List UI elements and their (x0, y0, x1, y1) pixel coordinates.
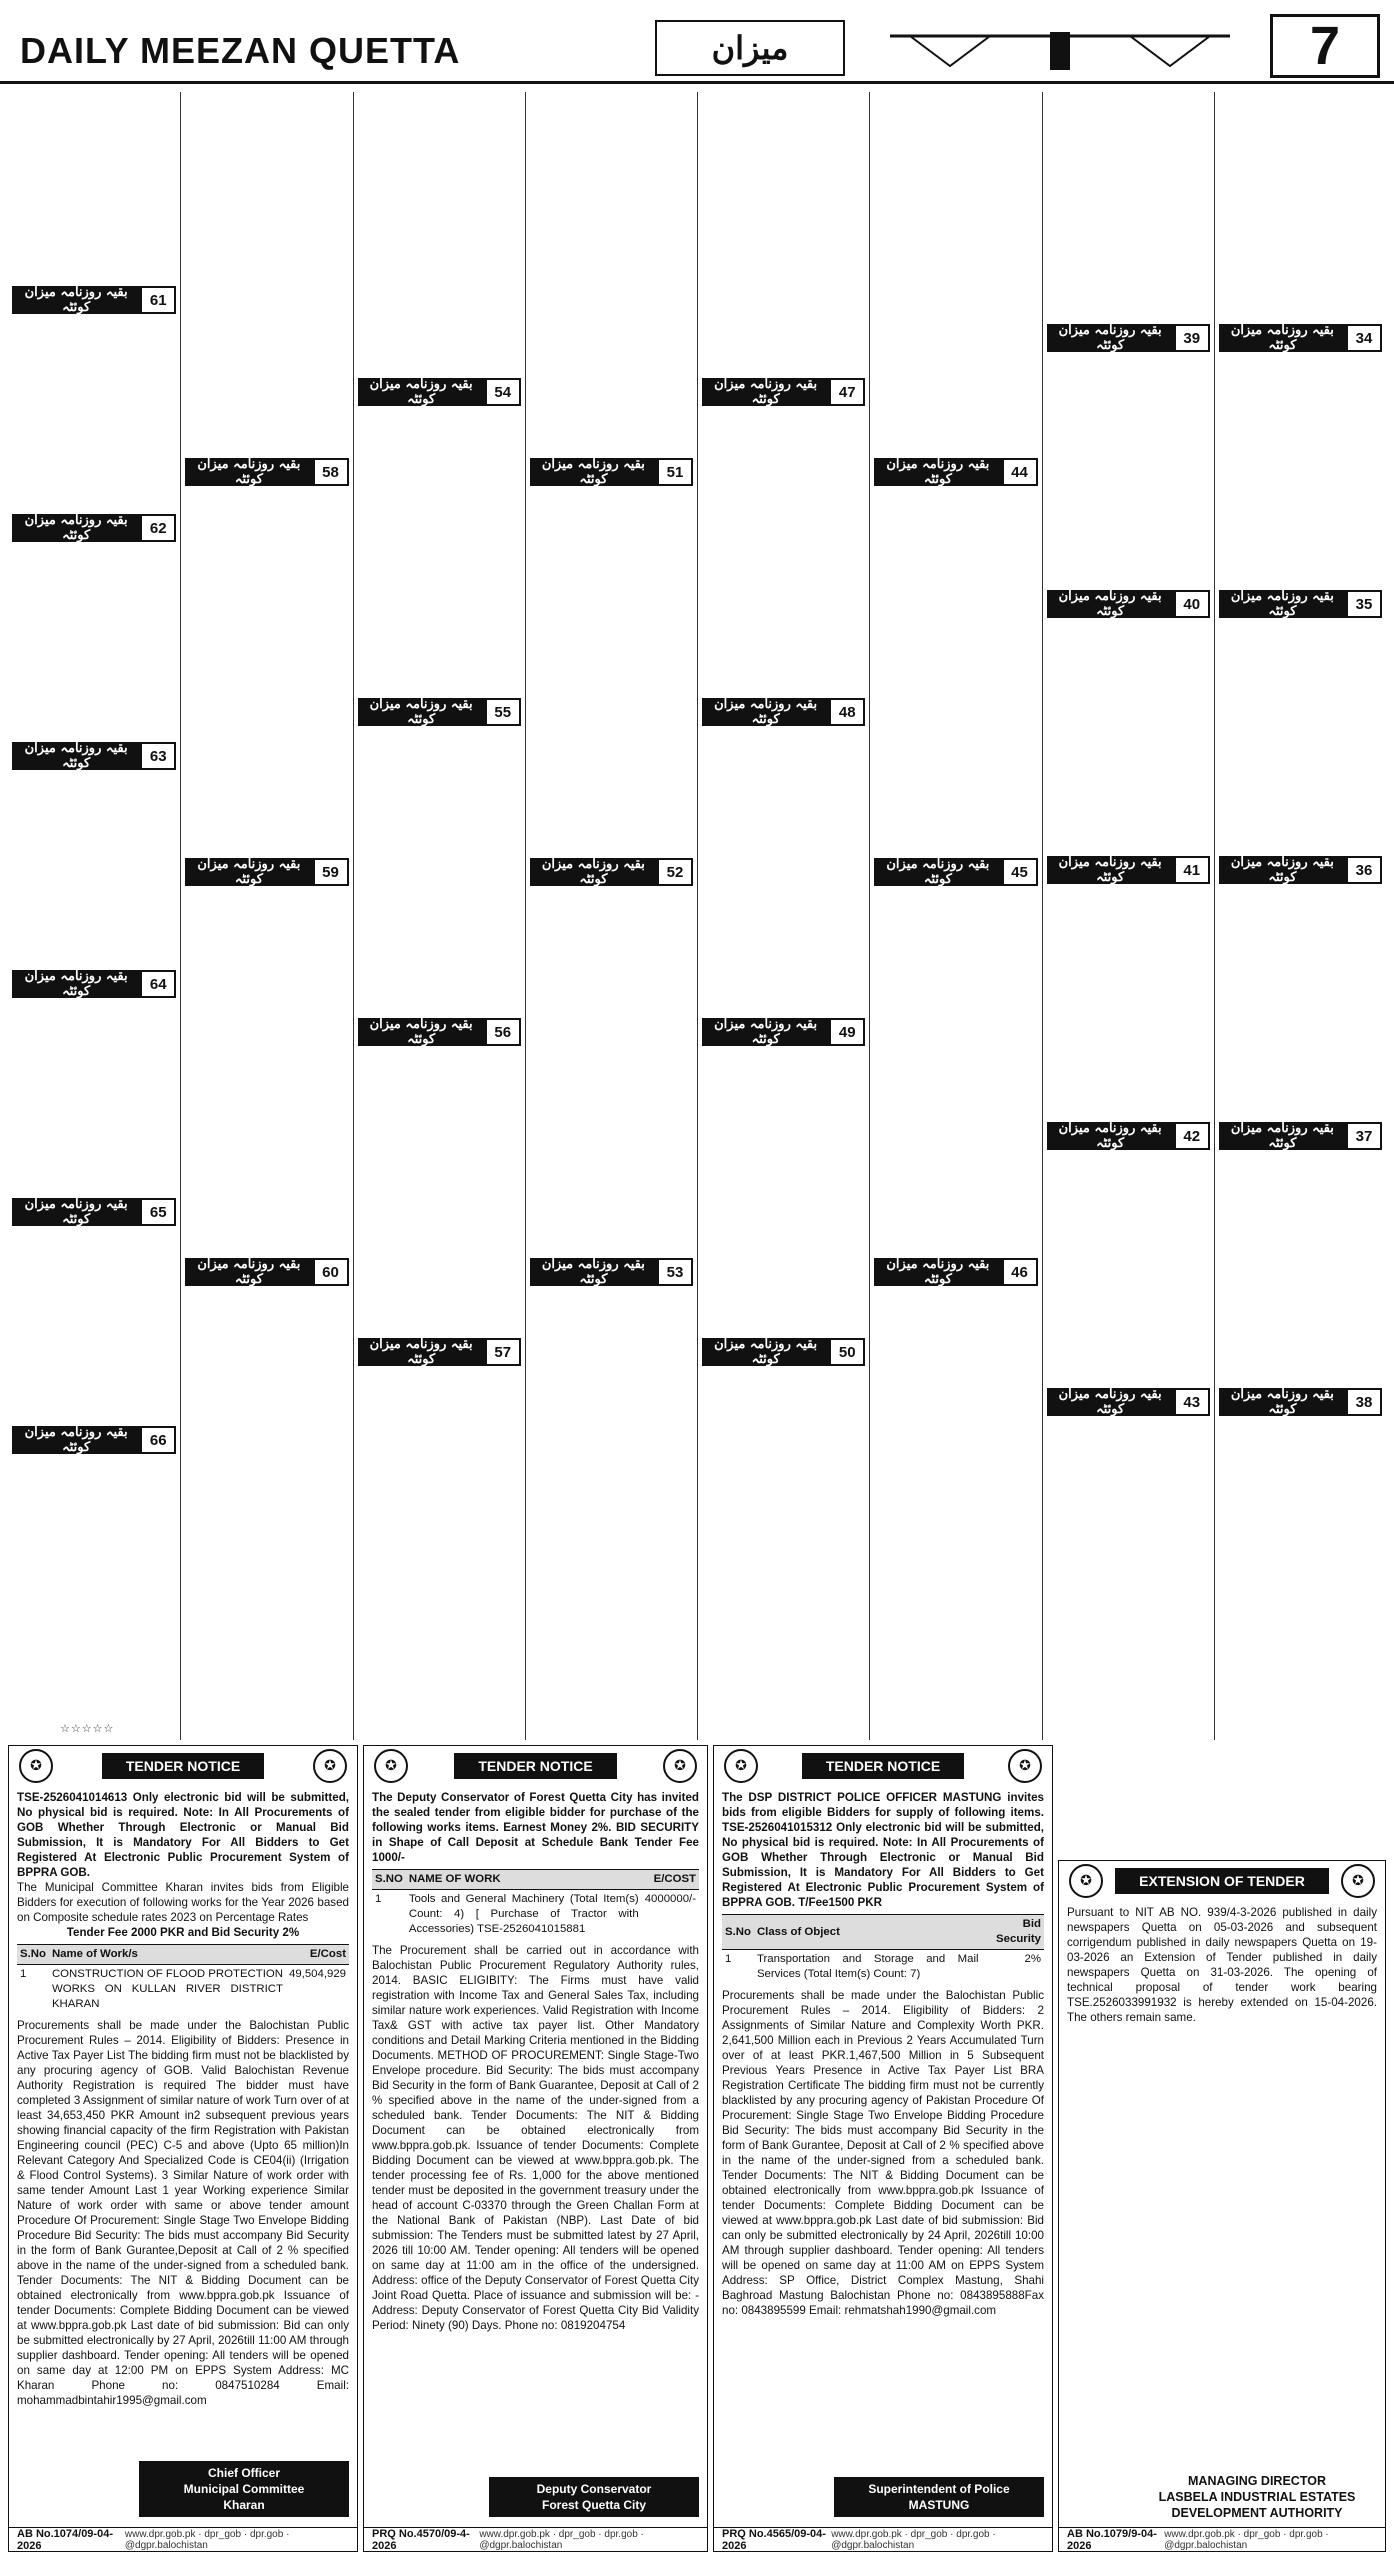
article-text (354, 92, 525, 372)
continuation-number: 53 (657, 1258, 693, 1286)
continuation-label: بقیہ روزنامہ میزان کوئٹہ (369, 697, 473, 727)
tender-notice-police (713, 1745, 1053, 2552)
continuation-label: بقیہ روزنامہ میزان کوئٹہ (24, 741, 128, 771)
table-header: Class of Object (754, 1915, 982, 1950)
continuation-box (702, 1338, 865, 1366)
government-seal-icon: ✪ (1341, 1864, 1375, 1898)
continuation-label: بقیہ روزنامہ میزان کوئٹہ (369, 1017, 473, 1047)
continuation-number: 43 (1174, 1388, 1210, 1416)
article-text (181, 892, 352, 1252)
continuation-number: 48 (829, 698, 865, 726)
continuation-box (12, 286, 176, 314)
ad-title: TENDER NOTICE (802, 1753, 964, 1779)
continuation-number: 65 (140, 1198, 176, 1226)
continuation-box (702, 1018, 865, 1046)
continuation-box (358, 378, 521, 406)
ad-title: TENDER NOTICE (102, 1753, 264, 1779)
text-column (525, 92, 697, 1740)
continuation-box (1219, 1388, 1382, 1416)
masthead (0, 0, 1394, 84)
continuation-box (358, 698, 521, 726)
article-text (1215, 1156, 1386, 1382)
table-cell: 1 (375, 1893, 382, 1905)
text-column (1214, 92, 1386, 1740)
article-text (870, 492, 1041, 852)
article-text (8, 1232, 180, 1420)
continuation-number: 44 (1002, 458, 1038, 486)
ad-signature: Superintendent of Police MASTUNG (834, 2477, 1044, 2517)
continuation-number: 54 (485, 378, 521, 406)
works-table (372, 1869, 699, 1939)
government-seal-icon: ✪ (374, 1749, 408, 1783)
article-text (526, 492, 697, 852)
continuation-label: بقیہ روزنامہ میزان کوئٹہ (714, 697, 818, 727)
article-text (526, 892, 697, 1252)
continuation-box (1219, 856, 1382, 884)
continuation-label: بقیہ روزنامہ میزان کوئٹہ (369, 377, 473, 407)
table-header: Bid Security (982, 1915, 1044, 1950)
continuation-label: بقیہ روزنامہ میزان کوئٹہ (714, 1337, 818, 1367)
continuation-box (1219, 1122, 1382, 1150)
article-text (698, 412, 869, 692)
ad-title: EXTENSION OF TENDER (1115, 1868, 1329, 1894)
ad-intro: The Deputy Conservator of Forest Quetta City has invited the sealed tender from eligible bidder for purchase of the following works items. Earnest Money 2%. BID SECURITY in Shape of Call Deposit at Schedule Bank Tender Fee 1000/- (372, 1791, 699, 1864)
continuation-box (1047, 324, 1210, 352)
ad-number: AB No.1079/9-04-2026 (1067, 2527, 1157, 2552)
continuation-number: 49 (829, 1018, 865, 1046)
continuation-number: 34 (1346, 324, 1382, 352)
article-text (354, 732, 525, 1012)
continuation-label: بقیہ روزنامہ میزان کوئٹہ (197, 457, 301, 487)
table-header: Name of Work/s (49, 1945, 286, 1965)
advertisements-row (8, 1745, 1386, 2552)
government-seal-icon: ✪ (1008, 1749, 1042, 1783)
continuation-label: بقیہ روزنامہ میزان کوئٹہ (714, 377, 818, 407)
article-text (698, 1372, 869, 1652)
continuation-box (185, 458, 348, 486)
continuation-box (185, 858, 348, 886)
continuation-number: 61 (140, 286, 176, 314)
table-cell: 1 (20, 1968, 27, 1980)
continuation-box (12, 514, 176, 542)
article-text (526, 1292, 697, 1652)
table-cell: 49,504,929 (288, 1968, 346, 1980)
article-text (181, 92, 352, 452)
continuation-box (1047, 1388, 1210, 1416)
government-seal-icon: ✪ (724, 1749, 758, 1783)
ad-lead: TSE-2526041014613 Only electronic bid will be submitted, No physical bid is required. Note: In All Procurements of GOB Whether Through Electronic or Manual Bid Submission, It is Mandatory For All Bidders to Get Registered At Electronic Public Procurement System of BPPRA GOB. (17, 1791, 349, 1879)
ad-lead: The DSP DISTRICT POLICE OFFICER MASTUNG invites bids from eligible Bidders for supply of following items. TSE-2526041015312 Only electronic bid will be submitted, No physical bid is required. Note: In All Procurements of GOB Whether Through Electronic or Manual Bid Submission, It is Mandatory For All Bidders to Get Registered At Electronic Public Procurement System of BPPRA GOB. T/Fee1500 PKR (722, 1791, 1044, 1909)
continuation-label: بقیہ روزنامہ میزان کوئٹہ (714, 1017, 818, 1047)
article-text (1215, 890, 1386, 1116)
continuation-box (874, 1258, 1037, 1286)
continuation-number: 66 (140, 1426, 176, 1454)
article-text (1043, 92, 1214, 318)
continuation-label: بقیہ روزنامہ میزان کوئٹہ (541, 457, 645, 487)
table-cell: Transportation and Storage and Mail Services (Total Item(s) Count: 7) (756, 1953, 979, 1980)
continuation-label: بقیہ روزنامہ میزان کوئٹہ (1058, 855, 1162, 885)
continuation-number: 37 (1346, 1122, 1382, 1150)
continuation-number: 55 (485, 698, 521, 726)
table-row (722, 1950, 1044, 1985)
continuation-label: بقیہ روزنامہ میزان کوئٹہ (24, 969, 128, 999)
continuation-number: 57 (485, 1338, 521, 1366)
social-handles: www.dpr.gob.pk · dpr_gob · dpr.gob · @dgpr.balochistan (831, 2528, 996, 2551)
continuation-box (1047, 856, 1210, 884)
table-header: S.No (17, 1945, 49, 1965)
article-text (8, 776, 180, 964)
table-cell: Tools and General Machinery (Total Item(s) Count: 4) [ Purchase of Tractor with Accessories) TSE-2526041015881 (408, 1893, 639, 1935)
works-table (17, 1944, 349, 2014)
continuation-number: 41 (1174, 856, 1210, 884)
continuation-box (1047, 1122, 1210, 1150)
ad-number: PRQ No.4570/09-4-2026 (372, 2527, 470, 2552)
continuation-label: بقیہ روزنامہ میزان کوئٹہ (369, 1337, 473, 1367)
article-text (354, 1372, 525, 1652)
continuation-box (530, 858, 693, 886)
ad-body-text: Procurements shall be made under the Balochistan Public Procurement Rules – 2014. Eligibility of Bidders: Presence in Active Tax Payer List The bidding firm must not be blacklisted by any procuring agency of GOB. Valid Balochistan Revenue Authority Registration is required The bidder must have completed 3 Assignment of similar nature of work Turn over of at least 34,653,450 PKR Amount in2 subsequent previous years showing financial capacity of the firm Registration with Pakistan Engineering council (PEC) C-5 and above (Upto 65 million)In Relevant Category And Specialized Code is CE04(ii) (Irrigation & Flood Control Systems). 3 Similar Nature of work order with same tender Amount Last 1 year Working experience Similar Nature of work order with same or above tender amount Procedure Of Procurement: Single Stage Two Envelope Bidding Procedure Bid Security: The bids must accompany Bid Security in the form of Bank Gurantee,Deposit at Call of 2 % specified above in the name of the under-signed from a scheduled bank. Tender Documents: The NIT & Bidding Document can be obtained electronically from www.bppra.gob.pk Issuance of tender Documents: Complete Bidding Document can be viewed at www.bppra.gob.pk Last date of bid submission: Bid can only be submitted electronically by 27 April, 2026till 11:00 AM through supplier dashboard. Tender opening: All tenders will be opened on same day at 12:00 PM on EPPS System Address: MC Kharan Phone no: 0847510284 Email: mohammadbintahir1995@gmail.com (17, 2019, 349, 2407)
continuation-box (530, 1258, 693, 1286)
article-text (1215, 624, 1386, 850)
continuation-number: 56 (485, 1018, 521, 1046)
table-header: E/COST (642, 1870, 699, 1890)
continuation-label: بقیہ روزنامہ میزان کوئٹہ (24, 1425, 128, 1455)
text-column (697, 92, 869, 1740)
ad-body-text: Pursuant to NIT AB NO. 939/4-3-2026 published in daily newspapers Quetta on 05-03-2026 and subsequent corrigendum published in daily newspapers Quetta on 19-03-2026 an Extension of Tender published in daily newspapers Quetta on 31-03-2026. The opening of technical proposal of tender work bearing TSE.2526033991932 is hereby extended on 15-04-2026. The others remain same. (1067, 1906, 1377, 2024)
continuation-label: بقیہ روزنامہ میزان کوئٹہ (1230, 1121, 1334, 1151)
items-table (722, 1914, 1044, 1984)
continuation-number: 38 (1346, 1388, 1382, 1416)
continuation-box (1219, 590, 1382, 618)
ad-number: PRQ No.4565/09-04-2026 (722, 2527, 826, 2552)
continuation-label: بقیہ روزنامہ میزان کوئٹہ (1058, 589, 1162, 619)
ad-footer (9, 2527, 357, 2551)
continuation-box (358, 1018, 521, 1046)
table-header: S.NO (372, 1870, 406, 1890)
continuation-label: بقیہ روزنامہ میزان کوئٹہ (886, 1257, 990, 1287)
article-text (354, 1052, 525, 1332)
continuation-number: 45 (1002, 858, 1038, 886)
ad-footer (1059, 2527, 1385, 2551)
article-text (181, 1292, 352, 1652)
article-text (354, 412, 525, 692)
urdu-news-columns (8, 92, 1386, 1740)
text-column (180, 92, 352, 1740)
article-text (870, 92, 1041, 452)
article-text (1215, 92, 1386, 318)
continuation-label: بقیہ روزنامہ میزان کوئٹہ (197, 857, 301, 887)
continuation-box (702, 378, 865, 406)
continuation-box (530, 458, 693, 486)
continuation-number: 46 (1002, 1258, 1038, 1286)
continuation-box (12, 742, 176, 770)
continuation-label: بقیہ روزنامہ میزان کوئٹہ (1058, 323, 1162, 353)
tender-notice-kharan (8, 1745, 358, 2552)
ad-title: TENDER NOTICE (454, 1753, 616, 1779)
continuation-label: بقیہ روزنامہ میزان کوئٹہ (1058, 1121, 1162, 1151)
article-text (1043, 1422, 1214, 1648)
continuation-label: بقیہ روزنامہ میزان کوئٹہ (1230, 589, 1334, 619)
continuation-box (12, 1198, 176, 1226)
article-text (526, 92, 697, 452)
article-text (870, 892, 1041, 1252)
continuation-box (1219, 324, 1382, 352)
ad-number: AB No.1074/09-04-2026 (17, 2527, 113, 2552)
continuation-box (12, 1426, 176, 1454)
continuation-box (1047, 590, 1210, 618)
continuation-number: 51 (657, 458, 693, 486)
article-text (8, 548, 180, 736)
government-seal-icon: ✪ (663, 1749, 697, 1783)
continuation-number: 47 (829, 378, 865, 406)
continuation-number: 64 (140, 970, 176, 998)
continuation-box (874, 458, 1037, 486)
continuation-box (702, 698, 865, 726)
continuation-number: 59 (313, 858, 349, 886)
scales-of-justice-icon (880, 30, 1240, 70)
table-cell: 2% (1024, 1953, 1041, 1965)
continuation-number: 62 (140, 514, 176, 542)
article-text (1215, 1422, 1386, 1648)
continuation-number: 35 (1346, 590, 1382, 618)
article-text (698, 732, 869, 1012)
article-text (181, 492, 352, 852)
continuation-label: بقیہ روزنامہ میزان کوئٹہ (886, 857, 990, 887)
table-cell: 1 (725, 1953, 732, 1965)
continuation-label: بقیہ روزنامہ میزان کوئٹہ (541, 1257, 645, 1287)
social-handles: www.dpr.gob.pk · dpr_gob · dpr.gob · @dgpr.balochistan (124, 2528, 290, 2551)
text-column (353, 92, 525, 1740)
table-header: E/Cost (286, 1945, 349, 1965)
continuation-label: بقیہ روزنامہ میزان کوئٹہ (1230, 855, 1334, 885)
table-cell: CONSTRUCTION OF FLOOD PROTECTION WORKS ON KULLAN RIVER DISTRICT KHARAN (51, 1968, 283, 2010)
article-text (1043, 890, 1214, 1116)
ad-footer (364, 2527, 707, 2551)
text-column (1042, 92, 1214, 1740)
tender-notice-forest (363, 1745, 708, 2552)
article-text (870, 1292, 1041, 1652)
continuation-box (874, 858, 1037, 886)
table-row (372, 1890, 699, 1940)
article-text (8, 320, 180, 508)
article-text (1043, 358, 1214, 584)
government-seal-icon: ✪ (313, 1749, 347, 1783)
continuation-box (12, 970, 176, 998)
table-row (17, 1965, 349, 2015)
text-column (8, 92, 180, 1740)
continuation-label: بقیہ روزنامہ میزان کوئٹہ (197, 1257, 301, 1287)
continuation-label: بقیہ روزنامہ میزان کوئٹہ (1058, 1387, 1162, 1417)
government-seal-icon: ✪ (19, 1749, 53, 1783)
ad-fee-line: Tender Fee 2000 PKR and Bid Security 2% (66, 1926, 300, 1939)
table-cell: 4000000/- (644, 1893, 696, 1905)
article-text (1215, 358, 1386, 584)
social-handles: www.dpr.gob.pk · dpr_gob · dpr.gob · @dgpr.balochistan (1164, 2528, 1329, 2551)
ad-signature: MANAGING DIRECTOR LASBELA INDUSTRIAL ESTATES DEVELOPMENT AUTHORITY (1158, 2474, 1356, 2520)
continuation-label: بقیہ روزنامہ میزان کوئٹہ (24, 1197, 128, 1227)
continuation-label: بقیہ روزنامہ میزان کوئٹہ (541, 857, 645, 887)
article-text (8, 1004, 180, 1192)
continuation-number: 58 (313, 458, 349, 486)
ad-signature: Chief Officer Municipal Committee Kharan (139, 2461, 349, 2517)
newspaper-title: DAILY MEEZAN QUETTA (20, 30, 461, 71)
article-text (1043, 1156, 1214, 1382)
continuation-number: 36 (1346, 856, 1382, 884)
table-header: NAME OF WORK (406, 1870, 642, 1890)
continuation-number: 60 (313, 1258, 349, 1286)
ad-body-text: Procurements shall be made under the Balochistan Public Procurement Rules – 2014. Eligibility of Bidders: 2 Assignments of Similar Nature and Complexity Worth PKR. 2,641,500 Million each in Previous 2 Years Accumulated Turn over of at least PKR.1,467,500 Million in 5 Subsequent Previous Years Presence in Active Tax Payer List BRA Registration Certificate The bidding firm must not be currently blacklisted by any procuring agency of Pakistan Procedure Of Procurement: Single Stage Two Envelope Bidding Procedure Bid Security: The bids must accompany Bid Security in the form of Bank Gurantee, Deposit at Call of 2 % specified above in the name of the under-signed from a scheduled bank. Tender Documents: The NIT & Bidding Document can be obtained electronically from www.bppra.gob.pk Issuance of tender Documents: Complete Bidding Document can be viewed at www.bppra.gob.pk Last date of bid submission: Bid can only be submitted electronically by 24 April, 2026till 10:00 AM through supplier dashboard. Tender opening: All tenders will be opened on same day at 11:00 AM on EPPS System Address: SP Office, District Complex Mastung, Shahi Baghroad Mastung Balochistan Phone no: 0843895888Fax no: 0843895599 Email: rehmatshah1990@gmail.com (722, 1989, 1044, 2317)
page-number: 7 (1270, 14, 1380, 78)
stars-divider: ☆☆☆☆☆ (60, 1722, 115, 1735)
article-text (1043, 624, 1214, 850)
continuation-number: 50 (829, 1338, 865, 1366)
article-text (698, 92, 869, 372)
ad-signature: Deputy Conservator Forest Quetta City (489, 2477, 699, 2517)
social-handles: www.dpr.gob.pk · dpr_gob · dpr.gob · @dgpr.balochistan (479, 2528, 644, 2551)
text-column (869, 92, 1041, 1740)
continuation-label: بقیہ روزنامہ میزان کوئٹہ (886, 457, 990, 487)
meezan-logo: میزان (655, 20, 845, 76)
article-text (8, 92, 180, 280)
continuation-number: 63 (140, 742, 176, 770)
article-text (8, 1460, 180, 1648)
continuation-number: 39 (1174, 324, 1210, 352)
article-text (698, 1052, 869, 1332)
ad-footer (714, 2527, 1052, 2551)
continuation-box (358, 1338, 521, 1366)
ad-intro: The Municipal Committee Kharan invites bids from Eligible Bidders for execution of following works for the Year 2026 based on Composite schedule rates 2023 on Percentage Rates (17, 1881, 349, 1924)
extension-of-tender-notice (1058, 1860, 1386, 2552)
ad-body-text: The Procurement shall be carried out in accordance with Balochistan Public Procurement Regulatory Authority rules, 2014. BASIC ELIGIBITY: The Firms must have valid registration with Income Tax and General Sales Tax, including similar nature work experiences. Valid Registration with Income Tax& GST with active tax payer list. Other Mandatory conditions and Detail Marking Criteria mentioned in the Bidding Documents. METHOD OF PROCUREMENT: Single Stage-Two Envelope procedure. Bid Security: The bids must accompany Bid Security in the form of Bank Guarantee, Deposit at Call of 2 % specified above in the name of the under-signed from a scheduled bank. Tender Documents: The NIT & Bidding Document can be obtained electronically from www.bppra.gob.pk. Issuance of tender Documents: Complete Bidding Document can be viewed at www.bppra.gob.pk. The tender processing fee of Rs. 1,000 for the above mentioned tender must be deposited in the government treasury under the head of account C-03370 through the Green Challan Form at the National Bank of Pakistan (NBP). Last Date of bid submission: The Tenders must be submitted latest by 27 April, 2026 till 10:00 AM. Tender opening: All tenders will be opened on same day at 11:00 am in the office of the undersigned. Address: office of the Deputy Conservator of Forest Quetta City Joint Road Quetta. Place of issuance and submission will be: - Address: Deputy Conservator of Forest Quetta City Bid Validity Period: Ninety (90) Days. Phone no: 0819204754 (372, 1944, 699, 2332)
continuation-box (185, 1258, 348, 1286)
government-seal-icon: ✪ (1069, 1864, 1103, 1898)
continuation-number: 52 (657, 858, 693, 886)
continuation-label: بقیہ روزنامہ میزان کوئٹہ (1230, 1387, 1334, 1417)
continuation-number: 42 (1174, 1122, 1210, 1150)
continuation-label: بقیہ روزنامہ میزان کوئٹہ (24, 285, 128, 315)
table-header: S.No (722, 1915, 754, 1950)
continuation-label: بقیہ روزنامہ میزان کوئٹہ (1230, 323, 1334, 353)
continuation-number: 40 (1174, 590, 1210, 618)
continuation-label: بقیہ روزنامہ میزان کوئٹہ (24, 513, 128, 543)
